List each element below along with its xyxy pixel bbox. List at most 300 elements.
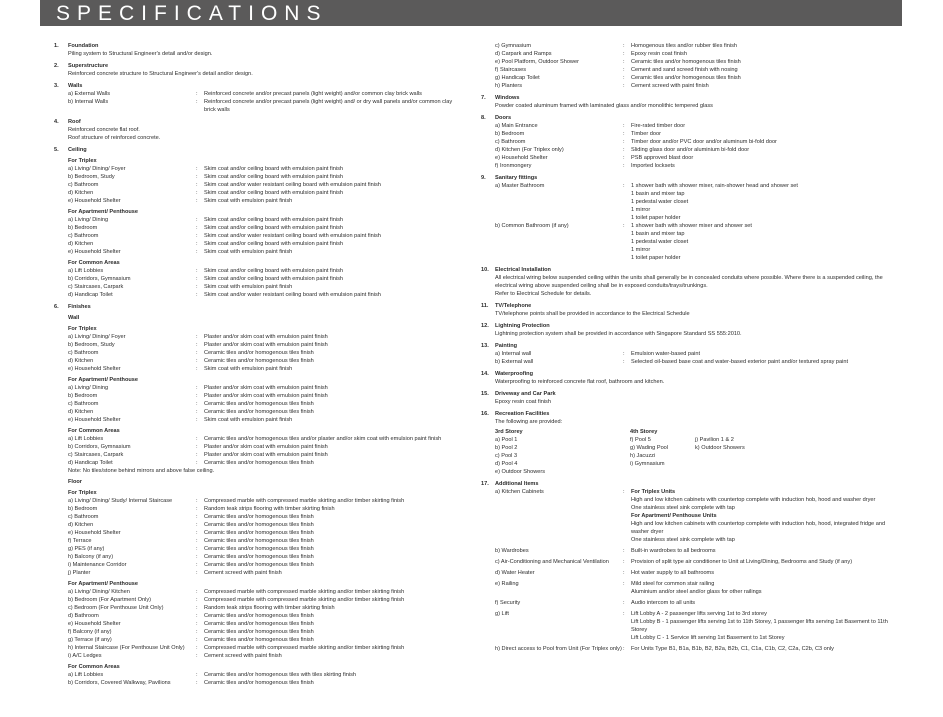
separator: : <box>623 67 625 73</box>
spec-value: Skim coat with emulsion paint finish <box>204 417 293 423</box>
separator: : <box>196 546 198 552</box>
spec-value: Reinforced concrete and/or precast panels (light weight) and/ or dry wall panels and/or common clay brick walls <box>204 99 453 113</box>
spec-item: h) Internal Staircase (For Penthouse Unit Only) <box>68 645 185 651</box>
spec-item: a) Lift Lobbies <box>68 268 104 274</box>
section-number: 15. <box>481 391 489 397</box>
right-column <box>481 42 901 657</box>
separator: : <box>196 241 198 247</box>
spec-section-continued <box>481 42 901 90</box>
section-text: All electrical wiring below suspended ceiling within the units shall generally be in concealed conduits where possible. Where there is a suspended ceiling, the electrical wiring above suspended ceiling shall be in exposed conduits/trays/trunkings. <box>495 275 883 289</box>
group-heading: For Apartment/ Penthouse <box>68 377 139 383</box>
section-body <box>495 342 901 366</box>
spec-item: b) Wardrobes <box>495 548 529 554</box>
spec-row <box>68 181 464 189</box>
spec-row <box>495 547 901 555</box>
spec-item: d) Kitchen <box>68 522 94 528</box>
spec-item: c) Gymnasium <box>495 43 532 49</box>
spec-value: Ceramic tiles and/or homogenous tiles finish <box>204 358 314 364</box>
spec-value: Audio intercom to all units <box>631 600 696 606</box>
spec-value: Skim coat with emulsion paint finish <box>204 366 293 372</box>
spec-value: PSB approved blast door <box>631 155 694 161</box>
spec-value <box>631 488 901 544</box>
group-heading: For Triplex <box>68 490 97 496</box>
section-title: Roof <box>68 119 81 125</box>
section-number: 9. <box>481 175 486 181</box>
section-text: Powder coated aluminum framed with laminated glass and/or monolithic tempered glass <box>495 103 713 109</box>
spec-value: Skim coat and/or ceiling board with emulsion paint finish <box>204 276 343 282</box>
section-title: Foundation <box>68 43 99 49</box>
separator: : <box>196 233 198 239</box>
separator: : <box>623 351 625 357</box>
spec-value: Skim coat with emulsion paint finish <box>204 249 293 255</box>
section-number: 3. <box>54 83 59 89</box>
section-number: 1. <box>54 43 59 49</box>
spec-item: a) Internal wall <box>495 351 532 357</box>
spec-row <box>68 173 464 181</box>
spec-row <box>68 416 464 424</box>
spec-item: a) External Walls <box>68 91 111 97</box>
spec-item: e) Pool Platform, Outdoor Shower <box>495 59 579 65</box>
section-number: 8. <box>481 115 486 121</box>
spec-item: d) Water Heater <box>495 570 535 576</box>
separator: : <box>623 147 625 153</box>
spec-row <box>68 459 464 467</box>
separator: : <box>196 409 198 415</box>
separator: : <box>196 605 198 611</box>
separator: : <box>623 123 625 129</box>
spec-item: b) Corridors, Covered Walkway, Pavilions <box>68 680 171 686</box>
spec-row <box>495 58 901 66</box>
section-body <box>68 42 464 58</box>
spec-item: g) Terrace (if any) <box>68 637 112 643</box>
section-title: Recreation Facilities <box>495 411 550 417</box>
spec-value: Ceramic tiles and/or homogenous tiles finish <box>204 514 314 520</box>
section-text: Waterproofing to reinforced concrete flat roof, bathroom and kitchen. <box>495 379 665 385</box>
spec-item: b) External wall <box>495 359 534 365</box>
separator: : <box>623 59 625 65</box>
spec-row <box>68 505 464 513</box>
spec-item: c) Bathroom <box>68 182 99 188</box>
facility: b) Pool 2 <box>495 445 518 451</box>
spec-row <box>68 652 464 660</box>
facility: k) Outdoor Showers <box>695 445 745 451</box>
spec-row <box>495 66 901 74</box>
spec-value: Ceramic tiles and/or homogenous tiles finish <box>204 409 314 415</box>
section-number: 6. <box>54 304 59 310</box>
spec-row <box>68 341 464 349</box>
spec-item: d) Kitchen <box>68 190 94 196</box>
spec-item: a) Kitchen Cabinets <box>495 489 544 495</box>
separator: : <box>196 401 198 407</box>
spec-item: a) Lift Lobbies <box>68 672 104 678</box>
separator: : <box>196 385 198 391</box>
section-body <box>495 42 901 90</box>
spec-row <box>68 283 464 291</box>
spec-value: Ceramic tiles and/or homogenous tiles finish <box>204 546 314 552</box>
separator: : <box>623 51 625 57</box>
spec-value: Ceramic tiles and/or homogenous tiles finish <box>204 613 314 619</box>
spec-section <box>481 266 901 298</box>
spec-item: g) PES (if any) <box>68 546 105 552</box>
group-heading: Floor <box>68 479 82 485</box>
section-text: Reinforced concrete flat roof. <box>68 127 140 133</box>
section-body <box>68 82 464 114</box>
spec-value: Skim coat and/or water resistant ceiling board with emulsion paint finish <box>204 233 381 239</box>
section-text: Roof structure of reinforced concrete. <box>68 135 161 141</box>
spec-value: Skim coat and/or water resistant ceiling board with emulsion paint finish <box>204 292 381 298</box>
unit-heading: For Apartment/ Penthouse Units <box>631 513 717 519</box>
spec-section <box>54 303 464 687</box>
section-title: Sanitary fittings <box>495 175 538 181</box>
spec-row <box>68 443 464 451</box>
spec-item: b) Bedroom <box>495 131 525 137</box>
spec-row <box>495 138 901 146</box>
spec-row <box>68 189 464 197</box>
separator: : <box>623 570 625 576</box>
spec-value: Timber door <box>631 131 661 137</box>
spec-value: Reinforced concrete and/or precast panels (light weight) and/or common clay brick walls <box>204 91 422 97</box>
spec-row <box>68 537 464 545</box>
spec-value: Epoxy resin coat finish <box>631 51 687 57</box>
section-body <box>495 390 901 406</box>
spec-item: b) Bedroom <box>68 393 98 399</box>
section-body <box>495 480 901 653</box>
section-title: Painting <box>495 343 518 349</box>
section-title: Ceiling <box>68 147 87 153</box>
separator: : <box>196 613 198 619</box>
spec-value: Random teak strips flooring with timber skirting finish <box>204 605 335 611</box>
spec-value: 1 shower bath with shower mixer, rain-shower head and shower set 1 basin and mixer tap 1 pedestal water closet 1 mirror 1 toilet paper holder <box>631 183 798 221</box>
spec-item: a) Main Entrance <box>495 123 538 129</box>
section-number: 4. <box>54 119 59 125</box>
spec-value: Ceramic tiles and/or homogenous tiles finish <box>204 460 314 466</box>
section-number: 12. <box>481 323 489 329</box>
section-title: Walls <box>68 83 83 89</box>
spec-item: f) Balcony (if any) <box>68 629 112 635</box>
spec-item: c) Bathroom <box>68 233 99 239</box>
spec-section <box>481 174 901 262</box>
separator: : <box>196 498 198 504</box>
spec-value: Provision of split type air conditioner to Unit at Living/Dining, Bedrooms and Study (if any) <box>631 559 853 565</box>
spec-value: Ceramic tiles and/or homogenous tiles finish <box>631 75 741 81</box>
section-text: TV/telephone points shall be provided in accordance to the Electrical Schedule <box>495 311 690 317</box>
separator: : <box>623 43 625 49</box>
section-title: Superstructure <box>68 63 109 69</box>
spec-row <box>495 74 901 82</box>
spec-row <box>495 610 901 642</box>
spec-value: For Units Type B1, B1a, B1b, B2, B2a, B2b, C1, C1a, C1b, C2, C2a, C2b, C3 only <box>631 646 834 652</box>
spec-row <box>68 612 464 620</box>
spec-item: a) Living/ Dining <box>68 385 109 391</box>
section-body <box>495 114 901 170</box>
separator: : <box>623 611 625 617</box>
spec-row <box>495 182 901 222</box>
spec-row <box>68 588 464 596</box>
spec-value: Timber door and/or PVC door and/or aluminum bi-fold door <box>631 139 777 145</box>
section-body <box>495 174 901 262</box>
storey-heading: 3rd Storey <box>495 429 523 435</box>
spec-value: Random teak strips flooring with timber skirting finish <box>204 506 335 512</box>
section-body <box>495 302 901 318</box>
spec-value: Ceramic tiles and/or homogenous tiles finish <box>204 522 314 528</box>
separator: : <box>196 444 198 450</box>
spec-item: a) Living/ Dining <box>68 217 109 223</box>
spec-row <box>495 350 901 358</box>
spec-value: Lift Lobby A - 2 passenger lifts serving 1st to 3rd storey Lift Lobby B - 1 passenger lifts serving 1st to 11th Storey, 1 passenger lifts serving 1st Basement to 11th Storey Lift Lobby C - 1 Service lift serving 1st Basement to 1st Storey <box>631 611 888 641</box>
spec-item: e) Household Shelter <box>68 198 121 204</box>
spec-value: Ceramic tiles and/or homogenous tiles finish <box>204 401 314 407</box>
group-heading: For Common Areas <box>68 428 120 434</box>
section-title: Waterproofing <box>495 371 534 377</box>
spec-section <box>54 42 464 58</box>
spec-item: f) Staircases <box>495 67 527 73</box>
spec-row <box>68 451 464 459</box>
spec-item: i) A/C Ledges <box>68 653 102 659</box>
facility: d) Pool 4 <box>495 461 518 467</box>
separator: : <box>196 597 198 603</box>
section-body <box>68 303 464 687</box>
spec-row <box>68 224 464 232</box>
spec-row <box>495 122 901 130</box>
spec-row <box>68 408 464 416</box>
spec-row <box>68 628 464 636</box>
spec-row <box>68 357 464 365</box>
spec-value: Ceramic tiles and/or homogenous tiles finish <box>204 621 314 627</box>
spec-item: h) Direct access to Pool from Unit (For Triplex only) <box>495 646 622 652</box>
spec-item: c) Staircases, Carpark <box>68 284 124 290</box>
spec-item: d) Kitchen <box>68 358 94 364</box>
separator: : <box>623 489 625 495</box>
spec-value: Skim coat with emulsion paint finish <box>204 198 293 204</box>
separator: : <box>196 292 198 298</box>
spec-value: Skim coat and/or ceiling board with emulsion paint finish <box>204 241 343 247</box>
spec-row <box>68 333 464 341</box>
spec-item: g) Handicap Toilet <box>495 75 540 81</box>
spec-row <box>68 521 464 529</box>
section-title: Driveway and Car Park <box>495 391 556 397</box>
spec-section <box>481 302 901 318</box>
spec-item: d) Kitchen (For Triplex only) <box>495 147 564 153</box>
separator: : <box>196 436 198 442</box>
spec-item: a) Living/ Dining/ Study/ Internal Staircase <box>68 498 173 504</box>
separator: : <box>196 589 198 595</box>
group-heading: For Apartment/ Penthouse <box>68 209 139 215</box>
spec-item: d) Handicap Toilet <box>68 460 113 466</box>
spec-item: e) Household Shelter <box>68 417 121 423</box>
spec-item: b) Common Bathroom (if any) <box>495 223 569 229</box>
section-number: 13. <box>481 343 489 349</box>
separator: : <box>196 554 198 560</box>
spec-section <box>481 410 901 476</box>
section-body <box>68 118 464 142</box>
spec-row <box>495 599 901 607</box>
separator: : <box>196 342 198 348</box>
spec-row <box>68 620 464 628</box>
spec-item: c) Bathroom <box>68 401 99 407</box>
spec-row <box>68 400 464 408</box>
spec-value: Plaster and/or skim coat with emulsion paint finish <box>204 393 328 399</box>
spec-item: b) Bedroom <box>68 506 98 512</box>
spec-row <box>495 50 901 58</box>
separator: : <box>196 198 198 204</box>
spec-row <box>68 232 464 240</box>
title-banner <box>40 0 902 26</box>
spec-row <box>68 90 464 98</box>
spec-row <box>495 580 901 596</box>
spec-item: a) Lift Lobbies <box>68 436 104 442</box>
spec-item: b) Corridors, Gymnasium <box>68 276 131 282</box>
spec-value: Homogenous tiles and/or rubber tiles finish <box>631 43 738 49</box>
spec-item: i) Maintenance Corridor <box>68 562 127 568</box>
separator: : <box>623 131 625 137</box>
spec-row <box>68 248 464 256</box>
spec-item: d) Handicap Toilet <box>68 292 113 298</box>
spec-value: Ceramic tiles and/or homogenous tiles finish <box>631 59 741 65</box>
separator: : <box>196 514 198 520</box>
spec-value: Compressed marble with compressed marble skirting and/or timber skirting finish <box>204 597 405 603</box>
group-heading: For Triplex <box>68 326 97 332</box>
spec-value: Mild steel for common stair railing Aluminium and/or steel and/or glass for other railings <box>631 581 762 595</box>
section-body <box>68 62 464 78</box>
section-title: Electrical Installation <box>495 267 551 273</box>
note: Note: No tiles/stone behind mirrors and above false ceiling. <box>68 468 215 474</box>
unit-heading: For Triplex Units <box>631 489 676 495</box>
spec-section <box>481 94 901 110</box>
spec-value: Ceramic tiles and/or homogenous tiles finish <box>204 629 314 635</box>
spec-value: Selected oil-based base coat and water-based exterior paint and/or textured spray paint <box>631 359 849 365</box>
facility: a) Pool 1 <box>495 437 518 443</box>
spec-section <box>481 342 901 366</box>
facility: j) Pavilion 1 & 2 <box>695 437 734 443</box>
spec-value: Compressed marble with compressed marble skirting and/or timber skirting finish <box>204 498 405 504</box>
section-number: 10. <box>481 267 489 273</box>
separator: : <box>196 99 198 105</box>
spec-value: Ceramic tiles and/or homogenous tiles with tiles skirting finish <box>204 672 357 678</box>
spec-row <box>495 569 901 577</box>
recreation-grid <box>495 428 901 476</box>
spec-section <box>54 146 464 299</box>
spec-row <box>68 569 464 577</box>
spec-row <box>495 645 901 653</box>
spec-row <box>68 197 464 205</box>
separator: : <box>196 358 198 364</box>
spec-item: e) Household Shelter <box>68 621 121 627</box>
spec-section <box>481 322 901 338</box>
separator: : <box>196 225 198 231</box>
spec-item: g) Lift <box>495 611 509 617</box>
section-number <box>481 42 495 90</box>
spec-item: d) Kitchen <box>68 409 94 415</box>
spec-row <box>68 513 464 521</box>
spec-row <box>68 679 464 687</box>
section-number: 5. <box>54 147 59 153</box>
separator: : <box>623 600 625 606</box>
spec-value: Ceramic tiles and/or homogenous tiles finish <box>204 637 314 643</box>
separator: : <box>196 217 198 223</box>
section-text: Epoxy resin coat finish <box>495 399 551 405</box>
spec-item: d) Bathroom <box>68 613 99 619</box>
separator: : <box>623 646 625 652</box>
section-body <box>495 370 901 386</box>
spec-value: Skim coat and/or ceiling board with emulsion paint finish <box>204 166 343 172</box>
spec-row <box>68 553 464 561</box>
spec-value: Ceramic tiles and/or homogenous tiles finish <box>204 554 314 560</box>
spec-section <box>481 480 901 653</box>
spec-row <box>68 671 464 679</box>
spec-row <box>68 644 464 652</box>
spec-item: e) Household Shelter <box>495 155 548 161</box>
section-body <box>495 266 901 298</box>
facility: e) Outdoor Showers <box>495 469 546 475</box>
group-heading: For Apartment/ Penthouse <box>68 581 139 587</box>
spec-item: e) Household Shelter <box>68 249 121 255</box>
spec-value: Hot water supply to all bathrooms <box>631 570 715 576</box>
spec-item: c) Air-Conditioning and Mechanical Ventilation <box>495 559 609 565</box>
separator: : <box>623 581 625 587</box>
section-title: Doors <box>495 115 512 121</box>
spec-row <box>495 42 901 50</box>
spec-row <box>495 154 901 162</box>
section-title: Additional Items <box>495 481 539 487</box>
spec-value: Ceramic tiles and/or homogenous tiles finish <box>204 680 314 686</box>
spec-row <box>68 365 464 373</box>
section-body <box>495 410 901 476</box>
facility: h) Jacuzzi <box>630 453 656 459</box>
separator: : <box>196 276 198 282</box>
section-body <box>495 94 901 110</box>
separator: : <box>196 522 198 528</box>
spec-item: b) Bedroom <box>68 225 98 231</box>
section-number: 17. <box>481 481 489 487</box>
spec-item: a) Master Bathroom <box>495 183 545 189</box>
section-text: Piling system to Structural Engineer's detail and/or design. <box>68 51 213 57</box>
spec-item: c) Staircases, Carpark <box>68 452 124 458</box>
spec-row <box>68 384 464 392</box>
spec-row <box>495 130 901 138</box>
spec-row <box>495 162 901 170</box>
spec-item: c) Bathroom <box>495 139 526 145</box>
storey-heading: 4th Storey <box>630 429 658 435</box>
spec-value: Skim coat with emulsion paint finish <box>204 284 293 290</box>
spec-value: Skim coat and/or ceiling board with emulsion paint finish <box>204 174 343 180</box>
spec-row <box>495 82 901 90</box>
page-title: SPECIFICATIONS <box>56 2 328 25</box>
section-text: Reinforced concrete structure to Structural Engineer's detail and/or design. <box>68 71 253 77</box>
spec-value: Skim coat and/or water resistant ceiling board with emulsion paint finish <box>204 182 381 188</box>
recreation-col <box>495 428 630 476</box>
spec-value: Ceramic tiles and/or homogenous tiles and/or plaster and/or skim coat with emulsion paint finish <box>204 436 442 442</box>
separator: : <box>623 548 625 554</box>
spec-value: Skim coat and/or ceiling board with emulsion paint finish <box>204 190 343 196</box>
separator: : <box>196 645 198 651</box>
separator: : <box>196 366 198 372</box>
separator: : <box>196 452 198 458</box>
spec-item: b) Bedroom (For Apartment Only) <box>68 597 152 603</box>
section-text: Lightning protection system shall be provided in accordance with Singapore Standard SS 555:2010. <box>495 331 742 337</box>
spec-value: Built-in wardrobes to all bedrooms <box>631 548 716 554</box>
spec-row <box>68 240 464 248</box>
spec-value: Fire-rated timber door <box>631 123 686 129</box>
separator: : <box>196 672 198 678</box>
spec-row <box>68 497 464 505</box>
spec-value: Cement screed with paint finish <box>204 570 282 576</box>
spec-value: Compressed marble with compressed marble skirting and/or timber skirting finish <box>204 645 405 651</box>
spec-row <box>495 146 901 154</box>
separator: : <box>196 174 198 180</box>
separator: : <box>196 182 198 188</box>
facility: i) Gymnasium <box>630 461 665 467</box>
unit-text: High and low kitchen cabinets with countertop complete with induction hob, hood and washer dryer One stainless steel sink complete with tap <box>631 497 876 511</box>
